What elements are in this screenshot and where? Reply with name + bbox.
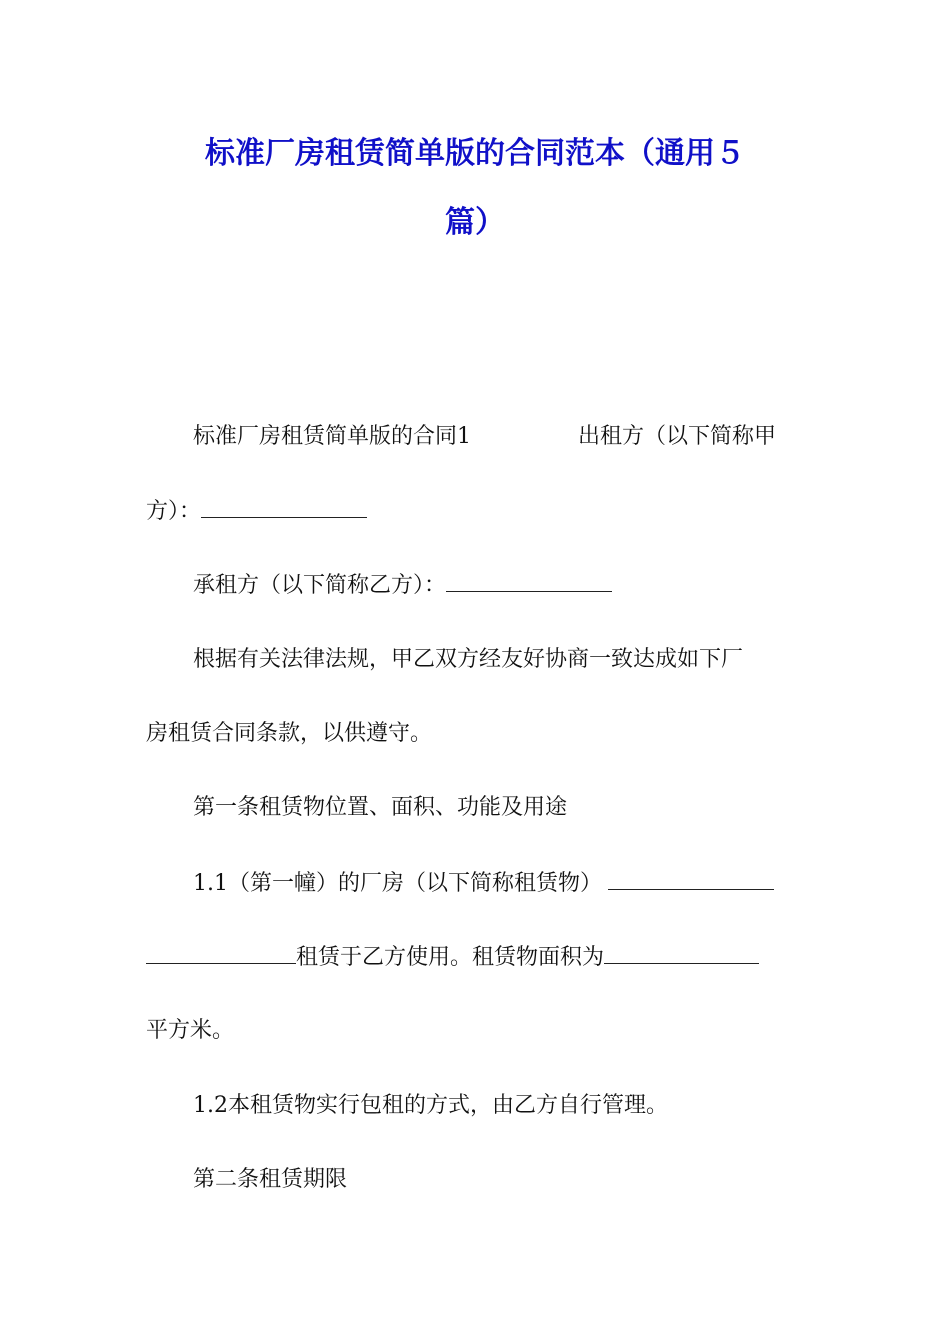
preamble-line-1: 根据有关法律法规，甲乙双方经友好协商一致达成如下厂 xyxy=(193,647,744,672)
article-1-heading: 第一条租赁物位置、面积、功能及用途 xyxy=(193,795,568,820)
preamble-line-2: 房租赁合同条款，以供遵守。 xyxy=(146,721,433,746)
clause-1-2: 1.2本租赁物实行包租的方式，由乙方自行管理。 xyxy=(193,1093,668,1118)
location-blank-2 xyxy=(146,943,296,964)
clause-1-1-line-1 xyxy=(193,869,774,898)
clause-1-1-lease-text: 租赁于乙方使用。租赁物面积为 xyxy=(296,945,605,970)
document-title-line-2: 篇） xyxy=(445,205,505,240)
lessor-label-end: 方）： xyxy=(146,499,202,524)
lessor-label-cont xyxy=(146,497,367,526)
clause-1-1-line-3: 平方米。 xyxy=(146,1018,235,1043)
clause-1-1-line-2 xyxy=(146,943,759,972)
lessee-name-blank xyxy=(446,571,612,592)
lessee-label: 承租方（以下简称乙方）： xyxy=(193,573,447,598)
contract-heading-1: 标准厂房租赁简单版的合同1 xyxy=(193,424,471,449)
clause-1-1-text: 1.1（第一幢）的厂房（以下简称租赁物） xyxy=(193,871,602,896)
lessor-label: 出租方（以下简称甲 xyxy=(578,424,777,449)
location-blank-1 xyxy=(608,869,774,890)
area-blank xyxy=(604,943,759,964)
lessee-line xyxy=(193,571,612,600)
document-title-line-1: 标准厂房租赁简单版的合同范本（通用５ xyxy=(205,136,745,171)
article-2-heading: 第二条租赁期限 xyxy=(193,1167,348,1192)
lessor-name-blank xyxy=(201,497,367,518)
